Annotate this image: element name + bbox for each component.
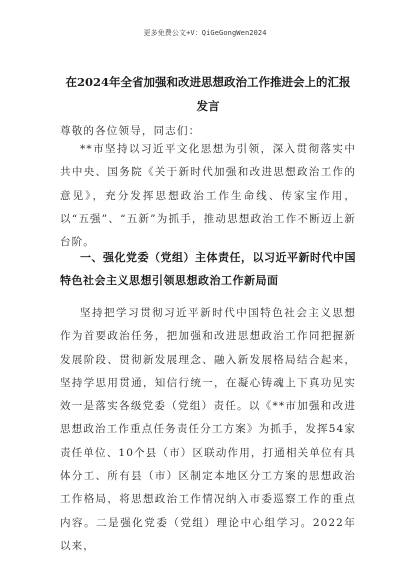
page-header: 更多免费公文+V：QiGeGongWen2024 [143, 29, 267, 37]
paragraph-intro: **市坚持以习近平文化思想为引领，深入贯彻落实中共中央、国务院《关于新时代加强和改进思想政治工作的意见》，充分发挥思想政治工作生命线、传家宝作用，以“五强”、“五新”为抓手，推动思想政治工作不断迈上新台阶。 [60, 143, 356, 249]
section-heading-1: 一、强化党委（党组）主体责任，以习近平新时代中国特色社会主义思想引领思想政治工作新局面 [60, 251, 356, 287]
paragraph-section-1: 坚持把学习贯彻习近平新时代中国特色社会主义思想作为首要政治任务，把加强和改进思想政治工作同把握新发展阶段、贯彻新发展理念、融入新发展格局结合起来，坚持学思用贯通，知信行统一，在凝心铸魂上下真功见实效一是落实各级党委（党组）责任。以《**市加强和改进思想政治工作重点任务责任分工方案》为抓手，发挥54家责任单位、10个县（市）区联动作用，打通相关单位有具体分工、所有县（市）区制定本地区分工方案的思想政治工作格局，将思想政治工作情况纳入市委巡察工作的重点内容。二是强化党委（党组）理论中心组学习。2022年以来， [60, 307, 356, 552]
document-title: 在2024年全省加强和改进思想政治工作推进会上的汇报发言 [65, 75, 351, 113]
salutation: 尊敬的各位领导，同志们： [60, 125, 201, 137]
